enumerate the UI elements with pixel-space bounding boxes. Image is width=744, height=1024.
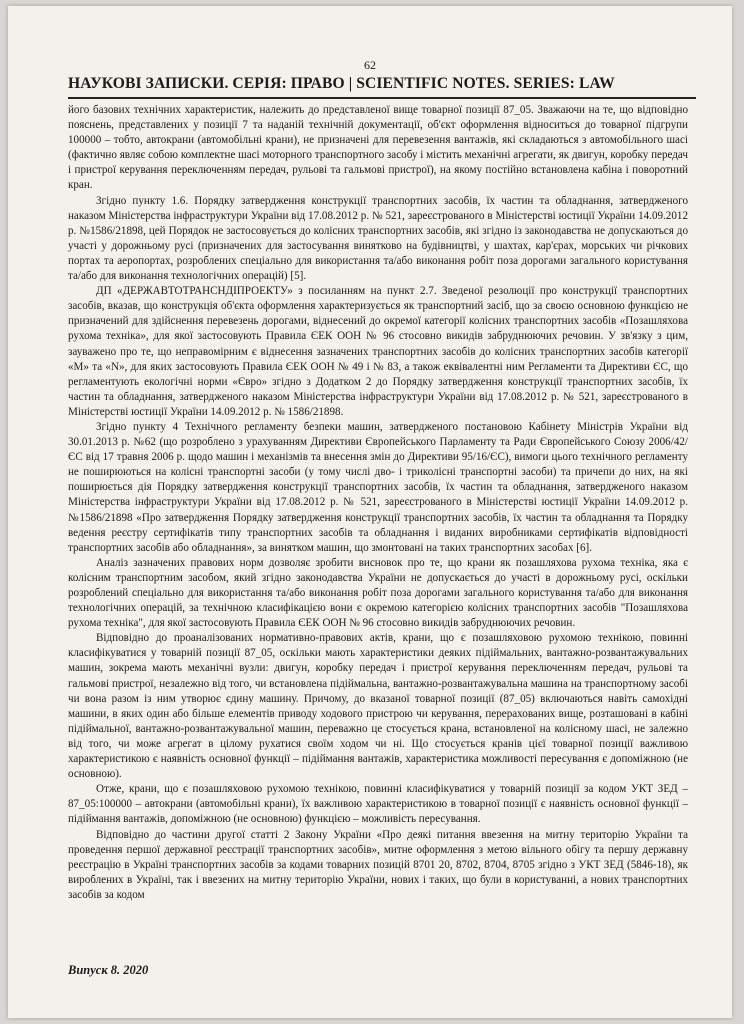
paragraph-6: Відповідно до проаналізованих нормативно-правових актів, крани, що є позашляховою рухомою технікою, повинні класифікуватися у товарній позиції 87_05, оскільки мають характеристики деяких підіймальних, вантажно-розвантажувальних машин, зокрема мають механічні вузли: двигун, коробку передач і пристрої керування переключенням передач, рульові та гальмові пристрої, незалежно від того, чи встановлена підіймальна, вантажно-розвантажувальна машина на транспортному засобі чи вона разом із ним утворює єдину машину. Причому, до вказаної товарної позиції (87_05) включаються навіть самохідні машини, в яких один або більше елементів приводу ходового пристрою чи керування, перерахованих вище, розташовані в кабіні підіймальної, вантажно-розвантажувальної машин, переважно це стосується крана, встановленої на колісному шасі, не залежно від того, чи може агрегат в цілому рухатися своїм ходом чи ні. Що стосується кранів цієї товарної позиції важливою характеристикою є наявність основної функції – підіймання вантажів, характеристика можливості пересування є допоміжною (не основною).: [68, 632, 688, 781]
page-number: 62: [364, 58, 376, 72]
article-body: [68, 103, 688, 951]
header-divider: [68, 97, 696, 99]
paragraph-2: Згідно пункту 1.6. Порядку затвердження конструкції транспортних засобів, їх частин та обладнання, затвердженого наказом Міністерства інфраструктури України від 17.08.2012 р. № 521, зареєстрованого в Міністерстві юстиції України 14.09.2012 р. №1586/21898, цей Порядок не застосовується до колісних транспортних засобів, які згідно із законодавства не допускаються до участі у дорожньому русі (призначених для застосування винятково на будівництві, у шахтах, кар'єрах, морських чи річкових портах та аеропортах, розроблених спеціально для використання та/або виконання робіт поза дорогами загального користування та/або для виконання технологічних операцій) [5].: [68, 194, 688, 283]
paragraph-4: Згідно пункту 4 Технічного регламенту безпеки машин, затвердженого постановою Кабінету Міністрів України від 30.01.2013 р. №62 (що розроблено з урахуванням Директиви Європейського Парламенту та Ради Європейського Союзу 2006/42/ЄС від 17 травня 2006 р. щодо машин і механізмів та внесення змін до Директиви 95/16/ЄС), вимоги цього технічного регламенту не поширюються на колісні транспортні засоби (у тому числі дво- і триколісні транспортні засоби) та причепи до них, на які поширюється дія Порядку затвердження конструкції транспортних засобів, їх частин та обладнання, затвердженого наказом Міністерства інфраструктури України від 17.08.2012 р. № 521, зареєстрованого в Міністерстві юстиції України 14.09.2012 р. №1586/21898 «Про затвердження Порядку затвердження конструкції транспортних засобів, їх частин та обладнання та Порядку ведення реєстру сертифікатів типу транспортних засобів та обладнання і виданих виробниками сертифікатів відповідності транспортних засобів або обладнання», за винятком машин, що змонтовані на таких транспортних засобах [6].: [68, 420, 688, 554]
paragraph-5: Аналіз зазначених правових норм дозволяє зробити висновок про те, що крани як позашляхова рухома техніка, яка є колісним транспортним засобом, який згідно законодавства України не допускається до участі в дорожньому русі, оскільки розроблений спеціально для використання та/або виконання робіт поза дорогами загального користування та/або для виконання технологічних операцій, за технічною класифікацією вони є окремою категорією колісних транспортних засобів "Позашляхова рухома техніка", для якої застосовують Правила ЄЕК ООН № 96 стосовно викидів забруднюючих речовин.: [68, 556, 688, 630]
paragraph-3: ДП «ДЕРЖАВТОТРАНСНДІПРОЕКТУ» з посиланням на пункт 2.7. Зведеної резолюції про конструкції транспортних засобів, вказав, що конструкція об'єкта оформлення характеризується як транспортний засіб, що за своєю основною функцією не призначений для здійснення перевезень дорогами, віднесений до окремої категорії колісних транспортних засобів «Позашляхова рухома техніка», для якої застосовують Правила ЄЕК ООН № 96 стосовно викидів забруднюючих речовин. У зв'язку з цим, зауважено про те, що неправомірним є віднесення зазначених транспортних засобів до колісних транспортних засобів категорії «М» та «N», для яких застосовують Правила ЄЕК ООН № 49 і № 83, а також еквівалентні ним Регламенти та Директиви ЄС, що регламентують екологічні норми «Євро» згідно з Додатком 2 до Порядку затвердження конструкції транспортних засобів, їх частин та обладнання, затвердженого наказом Міністерства інфраструктури України від 17.08.2012 р. № 521, зареєстрованого в Міністерстві юстиції України 14.09.2012 р. № 1586/21898.: [68, 285, 688, 418]
paragraph-1: його базових технічних характеристик, належить до представленої вище товарної позиції 87_05. Зважаючи на те, що відповідно пояснень, представлених у позиції 7 та наданій технічній документації, об'єкт оформлення відноситься до товарної підгрупи 100000 – тобто, автокрани (автомобільні крани), не призначені для перевезення вантажів, які складаються з автомобільного шасі (фактично являє собою комплектне шасі моторного транспортного засобу і містить механічні агрегати, як двигун, коробку передач і пристрої керування переключенням передач, рульові та гальмові пристрої), на якому постійно встановлена кабіна і поворотний кран.: [68, 104, 688, 192]
journal-page: [8, 6, 732, 1018]
journal-header: НАУКОВІ ЗАПИСКИ. СЕРІЯ: ПРАВО | SCIENTIFIC NOTES. SERIES: LAW: [68, 75, 615, 92]
paragraph-7: Отже, крани, що є позашляховою рухомою технікою, повинні класифікуватися у товарній позиції за кодом УКТ ЗЕД – 87_05:100000 – автокрани (автомобільні крани), їх важливою характеристикою в товарної позиції є наявність основної функції – підіймання вантажів, допоміжною (не основною) функцією – можливість пересування.: [68, 783, 688, 826]
paragraph-8: Відповідно до частини другої статті 2 Закону України «Про деякі питання ввезення на митну територію України та проведення першої державної реєстрації транспортних засобів», митне оформлення з метою вільного обігу та першу державну реєстрацію в Україні транспортних засобів за кодами товарних позицій 8701 20, 8702, 8704, 8705 згідно з УКТ ЗЕД (5846-18), як вироблених в Україні, так і ввезених на митну територію України, нових і таких, що були в користуванні, а нових транспортних засобів за кодом: [68, 828, 688, 901]
issue-footer: Випуск 8. 2020: [68, 963, 149, 977]
